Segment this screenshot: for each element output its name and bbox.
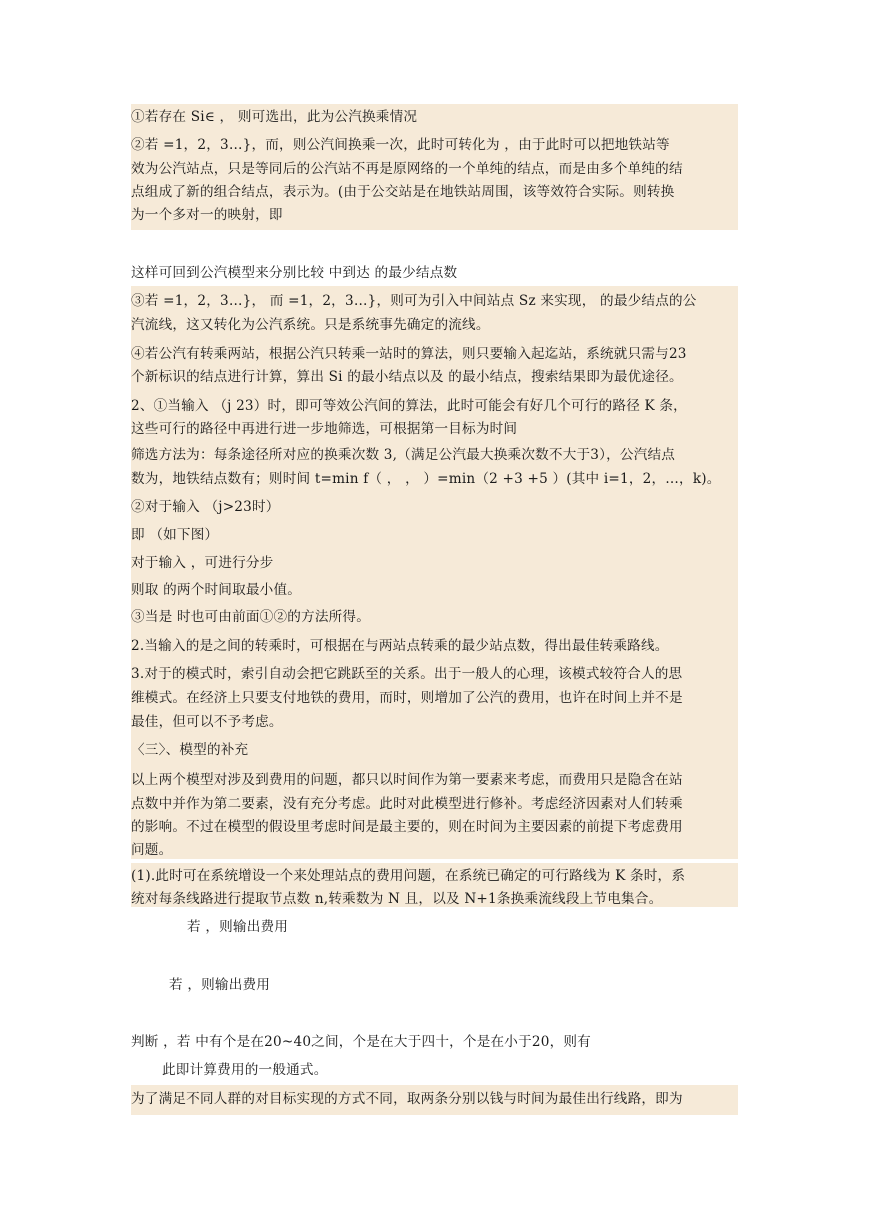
text-line: 对于输入 ，可进行分步 (131, 555, 274, 571)
text-line: 问题。 (131, 842, 173, 858)
text-line: ③当是 时也可由前面①②的方法所得。 (131, 609, 371, 625)
text-line: 判断 ，若 中有个是在20~40之间，个是在大于四十，个是在小于20，则有 (131, 1034, 591, 1050)
text-line: 最佳，但可以不予考虑。 (131, 714, 283, 730)
text-line: (1).此时可在系统增设一个来处理站点的费用问题，在系统已确定的可行路线为 K 条时，系 (131, 868, 686, 884)
text-line: 即 （如下图） (131, 527, 219, 543)
text-line: 这样可回到公汽模型来分别比较 中到达 的最少结点数 (131, 265, 458, 281)
text-line: 则取 的两个时间取最小值。 (131, 582, 302, 598)
text-line: 3.对于的模式时，索引自动会把它跳跃至的关系。出于一般人的心理，该模式较符合人的思 (131, 666, 683, 682)
text-line: 2、①当输入 （j 23）时，即可等效公汽间的算法，此时可能会有好几个可行的路径 K 条， (131, 398, 687, 414)
formula-line: 若 ，则输出费用 (187, 919, 289, 935)
text-line: 为了满足不同人群的对目标实现的方式不同，取两条分别以钱与时间为最佳出行线路，即为 (131, 1091, 683, 1107)
text-line: 数为，地铁结点数有；则时间 t=min f（ ， ， ）=min（2 +3 +5 ）(其中 i=1，2，…，k)。 (131, 471, 721, 487)
text-line: 的影响。不过在模型的假设里考虑时间是最主要的，则在时间为主要因素的前提下考虑费用 (131, 819, 683, 835)
text-line: ②若 =1，2，3…}，而，则公汽间换乘一次，此时可转化为 ，由于此时可以把地铁站等 (131, 137, 670, 153)
text-line: 点数中并作为第二要素，没有充分考虑。此时对此模型进行修补。考虑经济因素对人们转乘 (131, 796, 683, 812)
text-line: ④若公汽有转乘两站，根据公汽只转乘一站时的算法，则只要输入起迄站，系统就只需与23 (131, 346, 687, 362)
text-line: 汽流线，这又转化为公汽系统。只是系统事先确定的流线。 (131, 317, 490, 333)
formula-line: 若 ，则输出费用 (169, 977, 271, 993)
text-line: 个新标识的结点进行计算，算出 Si 的最小结点以及 的最小结点，搜索结果即为最优途径。 (131, 369, 683, 385)
text-line: ②对于输入 （j>23时） (131, 499, 280, 515)
text-line: 筛选方法为：每条途径所对应的换乘次数 3,（满足公汽最大换乘次数不大于3），公汽结点 (131, 447, 676, 463)
text-line: ③若 =1，2，3…}， 而 =1，2，3…}，则可为引入中间站点 Sz 来实现， 的最少结点的公 (131, 293, 697, 309)
text-line: ①若存在 Si∈ ， 则可选出，此为公汽换乘情况 (131, 109, 418, 125)
text-line: 以上两个模型对涉及到费用的问题，都只以时间作为第一要素来考虑，而费用只是隐含在站 (131, 772, 683, 788)
text-line: 效为公汽站点，只是等同后的公汽站不再是原网络的一个单纯的结点，而是由多个单纯的结 (131, 161, 683, 177)
text-line: 统对每条线路进行提取节点数 n,转乘数为 N 且，以及 N+1条换乘流线段上节电集合。 (131, 891, 663, 907)
text-line: 维模式。在经济上只要支付地铁的费用，而时，则增加了公汽的费用，也许在时间上并不是 (131, 690, 683, 706)
section-heading: 〈三〉、模型的补充 (131, 742, 249, 758)
text-line: 2.当输入的是之间的转乘时，可根据在与两站点转乘的最少站点数，得出最佳转乘路线。 (131, 638, 669, 654)
text-line: 为一个多对一的映射，即 (131, 207, 283, 223)
text-line: 这些可行的路径中再进行进一步地筛选，可根据第一目标为时间 (131, 421, 518, 437)
text-line: 点组成了新的组合结点，表示为。(由于公交站是在地铁站周围，该等效符合实际。则转换 (131, 184, 675, 200)
text-line: 此即计算费用的一般通式。 (162, 1062, 328, 1078)
